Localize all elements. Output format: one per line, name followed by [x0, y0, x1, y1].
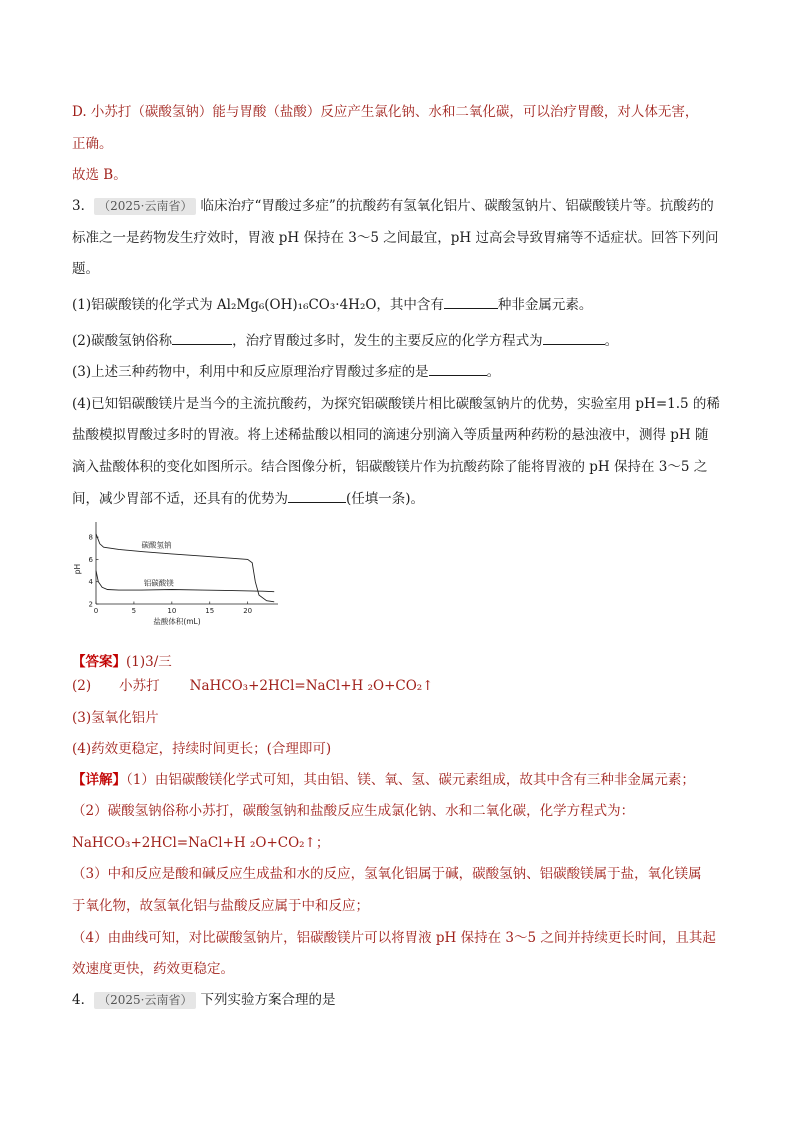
q4-number: 4．	[72, 992, 95, 1008]
q3-part2-text-c: 。	[604, 333, 619, 349]
detail-part2: （2）碳酸氢钠俗称小苏打，碳酸氢钠和盐酸反应生成氯化钠、水和二氧化碳，化学方程式为：	[72, 803, 635, 819]
q3-part4-line1: (4)已知铝碳酸镁片是当今的主流抗酸药，为探究铝碳酸镁片相比碳酸氢钠片的优势，实验室用 pH=1.5 的稀	[72, 396, 720, 412]
choose-answer: 故选 B。	[72, 167, 127, 183]
x-axis-label: 盐酸体积(mL)	[153, 617, 201, 626]
option-d-line2: 正确。	[72, 136, 113, 152]
answer-line1	[72, 652, 172, 672]
detail-part3-line2: 于氧化物，故氢氧化铝与盐酸反应属于中和反应；	[72, 898, 369, 914]
y-tick-label: 4	[88, 578, 93, 587]
q3-part4-text-b: (任填一条)。	[346, 491, 425, 507]
q3-part1-text-b: ，其中含有	[376, 297, 444, 313]
q3-number: 3．	[72, 198, 95, 214]
q3-source-badge: （2025·云南省）	[94, 198, 196, 215]
series-line-al-mg	[96, 571, 274, 592]
answer-part2-num: (2)	[72, 678, 92, 694]
q3-part2-text-b: ，治疗胃酸过多时，发生的主要反应的化学方程式为	[232, 333, 543, 349]
x-tick-label: 10	[167, 607, 177, 615]
answer-part3: (3)氢氧化铝片	[72, 710, 159, 726]
option-d-line1: D. 小苏打（碳酸氢钠）能与胃酸（盐酸）反应产生氯化钠、水和二氧化碳，可以治疗胃酸，对人体无害，	[72, 104, 699, 120]
q3-stem-line2: 标准之一是药物发生疗效时，胃液 pH 保持在 3～5 之间最宜，pH 过高会导致胃痛等不适症状。回答下列问	[72, 230, 719, 246]
answer-part2-name: 小苏打	[119, 678, 160, 694]
q3-part1-formula: Al₂Mg₆(OH)₁₆CO₃·4H₂O	[216, 297, 377, 313]
q3-part2-text-a: (2)碳酸氢钠俗称	[72, 333, 173, 349]
q3-part4-text-a: 间，减少胃部不适，还具有的优势为	[72, 491, 288, 507]
detail-part3-line1: （3）中和反应是酸和碱反应生成盐和水的反应，氢氧化铝属于碱，碳酸氢钠、铝碳酸镁属于盐，氧化镁属	[72, 866, 702, 882]
q3-part4-blank[interactable]	[288, 488, 346, 503]
detail-line1	[72, 770, 695, 790]
series-label-nahco3: 碳酸氢钠	[141, 540, 172, 550]
q3-part3	[72, 361, 500, 382]
q3-stem-text1: 临床治疗“胃酸过多症”的抗酸药有氢氧化铝片、碳酸氢钠片、铝碳酸镁片等。抗酸药的	[200, 198, 714, 214]
q4-line	[72, 990, 335, 1010]
q3-part2	[72, 330, 618, 351]
y-tick-label: 6	[88, 555, 93, 564]
q3-part1-text-c: 种非金属元素。	[497, 297, 593, 313]
answer-part1: (1)3/三	[126, 654, 172, 670]
q3-part1-text-a: (1)铝碳酸镁的化学式为	[72, 297, 217, 313]
x-tick-label: 15	[205, 607, 215, 615]
q3-part4-line2: 盐酸模拟胃酸过多时的胃液。将上述稀盐酸以相同的滴速分别滴入等质量两种药粉的悬浊液中，测得 pH 随	[72, 427, 709, 443]
x-tick-label: 20	[243, 607, 253, 615]
y-axis-label: pH	[73, 563, 82, 575]
q3-part2-blank2[interactable]	[543, 330, 605, 345]
q3-part4-line3: 滴入盐酸体积的变化如图所示。结合图像分析，铝碳酸镁片作为抗酸药除了能将胃液的 pH 保持在 3～5 之	[72, 459, 708, 475]
detail-part1: （1）由铝碳酸镁化学式可知，其由铝、镁、氧、氢、碳元素组成，故其中含有三种非金属元素；	[126, 772, 695, 788]
q3-part1-blank[interactable]	[444, 294, 498, 309]
q3-part3-text-b: 。	[486, 364, 501, 380]
x-tick-label: 0	[93, 607, 99, 615]
q3-part2-blank1[interactable]	[172, 330, 232, 345]
q3-part1	[72, 294, 592, 315]
detail-part2-equation: NaHCO₃+2HCl=NaCl+H ₂O+CO₂↑；	[72, 835, 330, 851]
x-tick-label: 5	[131, 607, 137, 615]
q4-source-badge: （2025·云南省）	[94, 992, 196, 1009]
y-tick-label: 2	[88, 600, 93, 609]
detail-part4-line1: （4）由曲线可知，对比碳酸氢钠片，铝碳酸镁片可以将胃液 pH 保持在 3～5 之间并持续更长时间，且其起	[72, 930, 716, 946]
series-label-al-mg: 铝碳酸镁	[143, 578, 174, 588]
y-tick-label: 8	[88, 533, 93, 542]
detail-tag: 【详解】	[72, 772, 126, 788]
ph-curve-chart	[70, 518, 290, 636]
detail-part4-line2: 效速度更快，药效更稳定。	[72, 961, 234, 977]
q3-stem-line3: 题。	[72, 261, 99, 277]
q3-part3-text-a: (3)上述三种药物中，利用中和反应原理治疗胃酸过多症的是	[72, 364, 429, 380]
q3-part3-blank[interactable]	[429, 361, 487, 376]
series-line-nahco3	[96, 534, 274, 602]
q3-stem-line1	[72, 196, 714, 216]
q3-part4-line4	[72, 488, 424, 509]
answer-tag: 【答案】	[72, 654, 126, 670]
q4-stem: 下列实验方案合理的是	[200, 992, 336, 1008]
answer-part4: (4)药效更稳定，持续时间更长；(合理即可)	[72, 741, 332, 757]
answer-part2-equation: NaHCO₃+2HCl=NaCl+H ₂O+CO₂↑	[189, 678, 434, 694]
answer-line2	[72, 676, 434, 696]
